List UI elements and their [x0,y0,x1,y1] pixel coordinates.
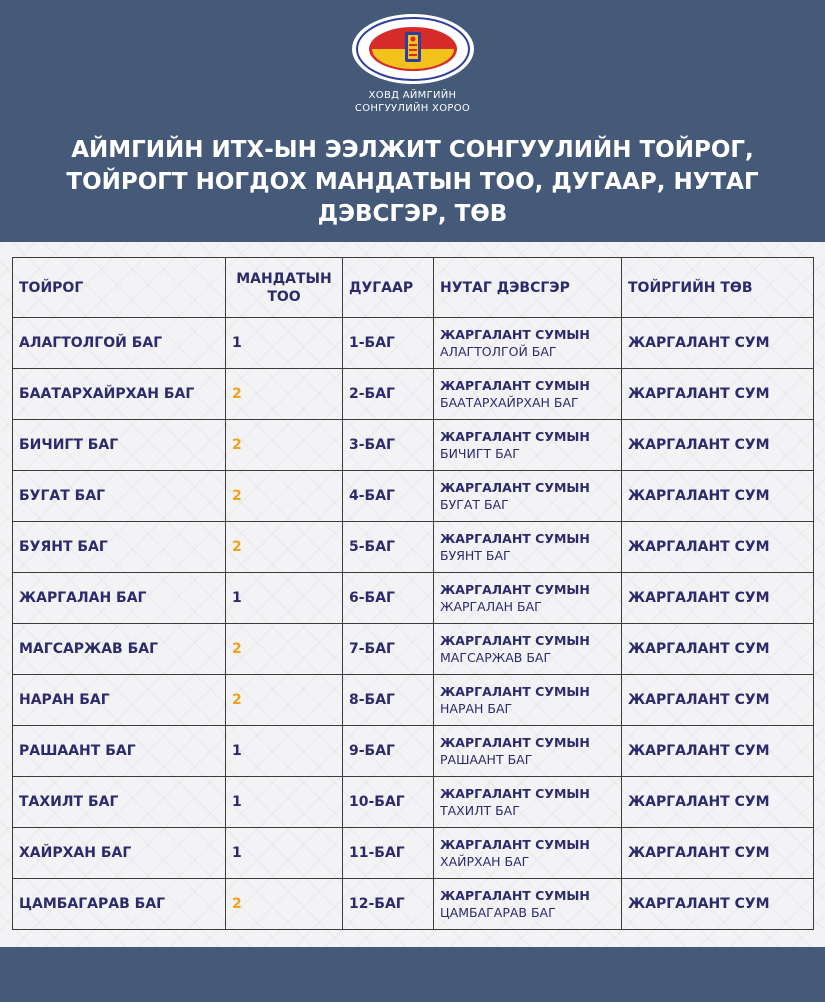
mandate-cell: 2 [226,624,343,675]
territory-bag: РАШААНТ БАГ [440,752,533,767]
territory-soum: ЖАРГАЛАНТ СУМЫН [440,327,590,342]
org-name-line2: СОНГУУЛИЙН ХОРОО [354,103,471,114]
mandate-cell: 2 [226,420,343,471]
table-row [13,471,814,522]
organization-name [0,89,825,115]
territory-soum: ЖАРГАЛАНТ СУМЫН [440,429,590,444]
center-cell: ЖАРГАЛАНТ СУМ [622,471,814,522]
territory-bag: БУГАТ БАГ [440,497,509,512]
territory-cell [434,879,622,930]
number-cell: 9-БАГ [343,726,434,777]
territory-soum: ЖАРГАЛАНТ СУМЫН [440,633,590,648]
center-cell: ЖАРГАЛАНТ СУМ [622,828,814,879]
center-cell: ЖАРГАЛАНТ СУМ [622,777,814,828]
table-row [13,369,814,420]
mandate-cell: 1 [226,828,343,879]
mandate-cell: 2 [226,522,343,573]
title-line3: ДЭВСГЭР, ТӨВ [317,201,508,227]
mandate-cell: 1 [226,777,343,828]
table-row [13,318,814,369]
territory-cell [434,828,622,879]
center-cell: ЖАРГАЛАНТ СУМ [622,369,814,420]
mandate-cell: 1 [226,318,343,369]
districts-table [12,257,814,930]
title-line1: АЙМГИЙН ИТХ-ЫН ЭЭЛЖИТ СОНГУУЛИЙН ТОЙРОГ, [71,137,754,163]
territory-soum: ЖАРГАЛАНТ СУМЫН [440,531,590,546]
table-row [13,522,814,573]
territory-soum: ЖАРГАЛАНТ СУМЫН [440,837,590,852]
footer-band [0,947,825,1002]
mandate-cell: 2 [226,369,343,420]
mandate-cell: 2 [226,879,343,930]
territory-bag: АЛАГТОЛГОЙ БАГ [440,344,557,359]
column-header-number: ДУГААР [343,258,434,318]
table-row [13,420,814,471]
territory-soum: ЖАРГАЛАНТ СУМЫН [440,735,590,750]
territory-soum: ЖАРГАЛАНТ СУМЫН [440,480,590,495]
center-cell: ЖАРГАЛАНТ СУМ [622,675,814,726]
page-title [40,134,785,230]
territory-cell [434,471,622,522]
territory-bag: ЦАМБАГАРАВ БАГ [440,905,556,920]
territory-bag: БААТАРХАЙРХАН БАГ [440,395,579,410]
number-cell: 11-БАГ [343,828,434,879]
number-cell: 6-БАГ [343,573,434,624]
territory-bag: БИЧИГТ БАГ [440,446,520,461]
number-cell: 3-БАГ [343,420,434,471]
number-cell: 2-БАГ [343,369,434,420]
district-cell: МАГСАРЖАВ БАГ [13,624,226,675]
territory-bag: МАГСАРЖАВ БАГ [440,650,552,665]
table-row [13,573,814,624]
column-header-territory: НУТАГ ДЭВСГЭР [434,258,622,318]
mandate-cell: 2 [226,675,343,726]
center-cell: ЖАРГАЛАНТ СУМ [622,573,814,624]
territory-cell [434,420,622,471]
territory-cell [434,318,622,369]
territory-cell [434,675,622,726]
district-cell: ЖАРГАЛАН БАГ [13,573,226,624]
table-row [13,879,814,930]
mandate-cell: 2 [226,471,343,522]
mandate-cell: 1 [226,726,343,777]
territory-soum: ЖАРГАЛАНТ СУМЫН [440,684,590,699]
district-cell: БУЯНТ БАГ [13,522,226,573]
center-cell: ЖАРГАЛАНТ СУМ [622,624,814,675]
number-cell: 4-БАГ [343,471,434,522]
territory-bag: ТАХИЛТ БАГ [440,803,520,818]
center-cell: ЖАРГАЛАНТ СУМ [622,522,814,573]
table-header-row [13,258,814,318]
district-cell: НАРАН БАГ [13,675,226,726]
table-row [13,675,814,726]
number-cell: 7-БАГ [343,624,434,675]
territory-cell [434,573,622,624]
election-commission-logo-icon [350,12,476,86]
column-header-mandate: МАНДАТЫН ТОО [226,258,343,318]
district-cell: БИЧИГТ БАГ [13,420,226,471]
mandate-cell: 1 [226,573,343,624]
number-cell: 5-БАГ [343,522,434,573]
territory-cell [434,624,622,675]
district-cell: РАШААНТ БАГ [13,726,226,777]
district-cell: БУГАТ БАГ [13,471,226,522]
table-row [13,726,814,777]
territory-bag: ЖАРГАЛАН БАГ [440,599,542,614]
territory-soum: ЖАРГАЛАНТ СУМЫН [440,888,590,903]
district-cell: БААТАРХАЙРХАН БАГ [13,369,226,420]
center-cell: ЖАРГАЛАНТ СУМ [622,726,814,777]
number-cell: 8-БАГ [343,675,434,726]
territory-cell [434,369,622,420]
district-cell: ТАХИЛТ БАГ [13,777,226,828]
territory-bag: ХАЙРХАН БАГ [440,854,530,869]
number-cell: 10-БАГ [343,777,434,828]
table-row [13,777,814,828]
number-cell: 12-БАГ [343,879,434,930]
center-cell: ЖАРГАЛАНТ СУМ [622,318,814,369]
territory-bag: НАРАН БАГ [440,701,513,716]
territory-soum: ЖАРГАЛАНТ СУМЫН [440,582,590,597]
column-header-district: ТОЙРОГ [13,258,226,318]
territory-bag: БУЯНТ БАГ [440,548,511,563]
territory-soum: ЖАРГАЛАНТ СУМЫН [440,786,590,801]
column-header-center: ТОЙРГИЙН ТӨВ [622,258,814,318]
number-cell: 1-БАГ [343,318,434,369]
table-row [13,828,814,879]
district-cell: ХАЙРХАН БАГ [13,828,226,879]
territory-soum: ЖАРГАЛАНТ СУМЫН [440,378,590,393]
table-row [13,624,814,675]
title-line2: ТОЙРОГТ НОГДОХ МАНДАТЫН ТОО, ДУГААР, НУТАГ [66,169,759,195]
territory-cell [434,777,622,828]
district-cell: ЦАМБАГАРАВ БАГ [13,879,226,930]
center-cell: ЖАРГАЛАНТ СУМ [622,420,814,471]
header-banner [0,0,825,242]
center-cell: ЖАРГАЛАНТ СУМ [622,879,814,930]
org-name-line1: ХОВД АЙМГИЙН [368,90,457,101]
district-cell: АЛАГТОЛГОЙ БАГ [13,318,226,369]
territory-cell [434,726,622,777]
territory-cell [434,522,622,573]
